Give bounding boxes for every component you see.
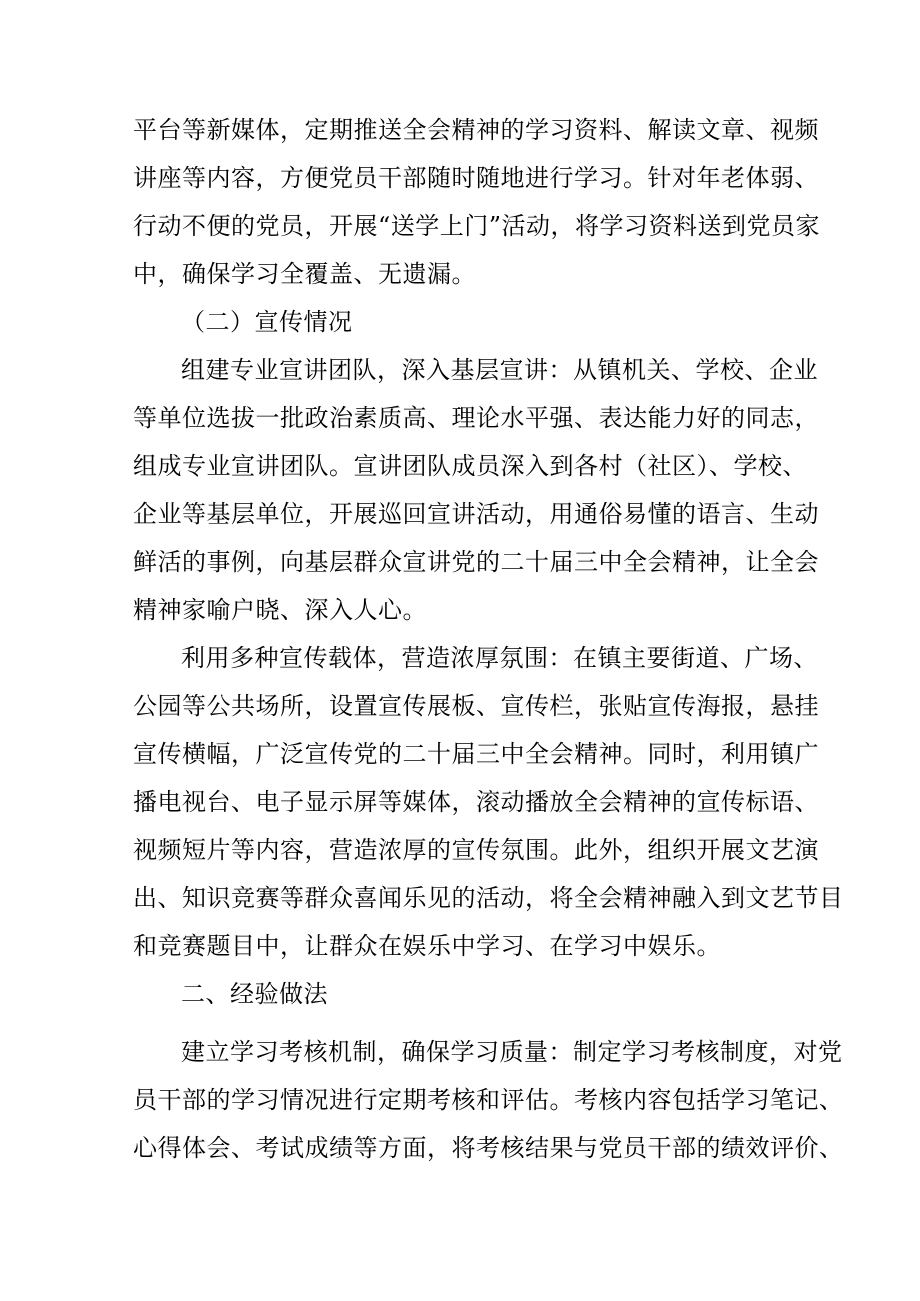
- paragraph-line: 等单位选拔一批政治素质高、理论水平强、表达能力好的同志，: [133, 404, 819, 432]
- paragraph-line: 和竞赛题目中，让群众在娱乐中学习、在学习中娱乐。: [133, 932, 721, 960]
- section-heading: （二）宣传情况: [181, 308, 353, 336]
- paragraph-line: 视频短片等内容，营造浓厚的宣传氛围。此外，组织开展文艺演: [133, 836, 819, 864]
- section-heading: 二、经验做法: [181, 980, 328, 1008]
- paragraph-line: 中，确保学习全覆盖、无遗漏。: [133, 260, 476, 288]
- paragraph-line: 出、知识竞赛等群众喜闻乐见的活动，将全会精神融入到文艺节目: [133, 884, 844, 912]
- paragraph-line: 行动不便的党员，开展“送学上门”活动，将学习资料送到党员家: [133, 212, 821, 240]
- paragraph-line: 建立学习考核机制，确保学习质量：制定学习考核制度，对党: [181, 1038, 843, 1066]
- paragraph-line: 组建专业宣讲团队，深入基层宣讲：从镇机关、学校、企业: [181, 356, 818, 384]
- paragraph-line: 播电视台、电子显示屏等媒体，滚动播放全会精神的宣传标语、: [133, 788, 819, 816]
- paragraph-line: 心得体会、考试成绩等方面，将考核结果与党员干部的绩效评价、: [133, 1134, 844, 1162]
- paragraph-line: 利用多种宣传载体，营造浓厚氛围：在镇主要街道、广场、: [181, 644, 818, 672]
- paragraph-line: 员干部的学习情况进行定期考核和评估。考核内容包括学习笔记、: [133, 1086, 844, 1114]
- paragraph-line: 公园等公共场所，设置宣传展板、宣传栏，张贴宣传海报，悬挂: [133, 692, 819, 720]
- paragraph-line: 精神家喻户晓、深入人心。: [133, 596, 427, 624]
- paragraph-line: 鲜活的事例，向基层群众宣讲党的二十届三中全会精神，让全会: [133, 548, 819, 576]
- paragraph-line: 企业等基层单位，开展巡回宣讲活动，用通俗易懂的语言、生动: [133, 500, 819, 528]
- paragraph-line: 平台等新媒体，定期推送全会精神的学习资料、解读文章、视频: [133, 116, 819, 144]
- paragraph-line: 讲座等内容，方便党员干部随时随地进行学习。针对年老体弱、: [133, 164, 819, 192]
- paragraph-line: 宣传横幅，广泛宣传党的二十届三中全会精神。同时，利用镇广: [133, 740, 819, 768]
- paragraph-line: 组成专业宣讲团队。宣讲团队成员深入到各村（社区）、学校、: [133, 452, 807, 480]
